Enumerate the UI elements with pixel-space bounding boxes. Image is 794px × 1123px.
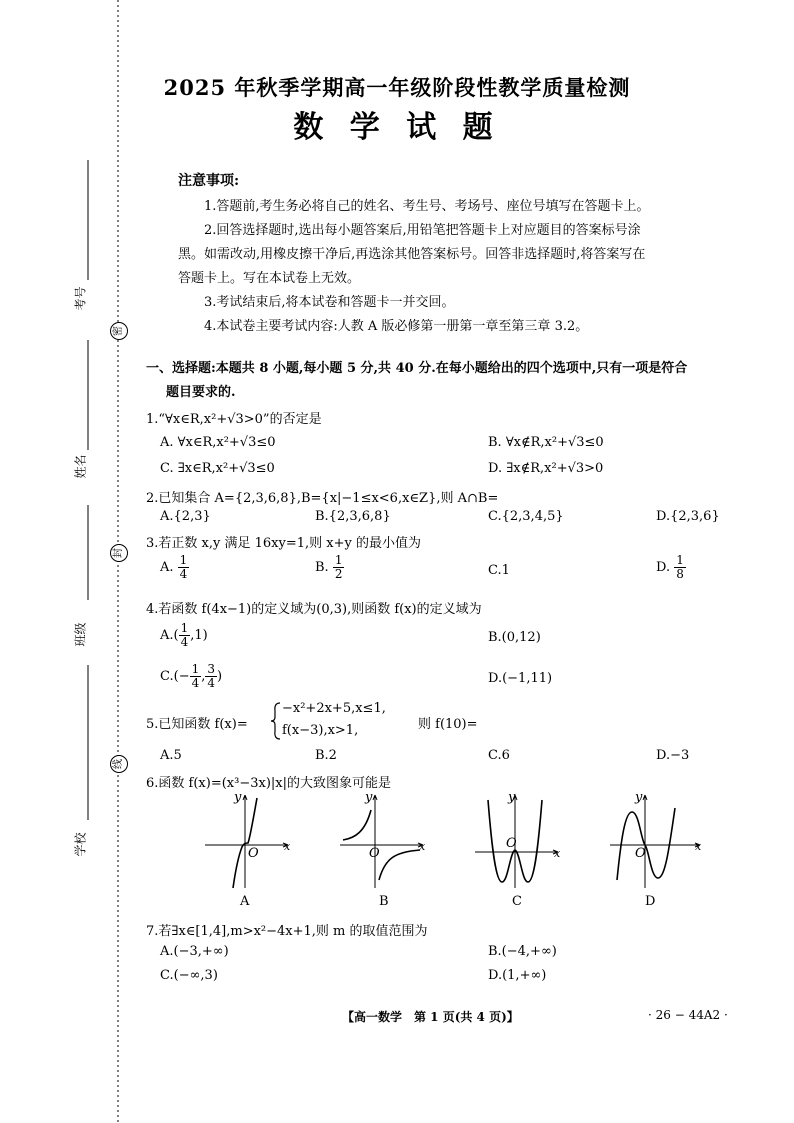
sidebar-banji: 班级 (73, 622, 88, 647)
q6-d-label: D (645, 894, 656, 909)
q6-c-origin: O (506, 836, 517, 851)
q5-option-c: C.6 (488, 748, 510, 763)
q4-stem: 4.若函数 f(4x−1)的定义域为(0,3),则函数 f(x)的定义域为 (146, 602, 482, 617)
q4-option-c (160, 663, 222, 690)
q6-c-axis-y: y (508, 790, 516, 805)
q3-option-a (160, 554, 189, 581)
q3-b-label: B. (315, 560, 329, 575)
q4-a-den: 4 (180, 635, 189, 649)
q6-c-label: C (512, 894, 522, 909)
q2-option-b: B.{2,3,6,8} (315, 509, 391, 524)
section1-line2: 题目要求的. (166, 385, 236, 400)
q7-option-b: B.(−4,+∞) (488, 944, 557, 959)
q4-a-pre: A.( (160, 628, 179, 643)
q3-b-num: 1 (334, 553, 343, 567)
notice-heading: 注意事项: (178, 173, 240, 189)
q4-a-num: 1 (180, 621, 189, 635)
notice-item-2a: 2.回答选择题时,选出每小题答案后,用铅笔把答题卡上对应题目的答案标号涂 (204, 223, 641, 238)
q7-stem: 7.若∃x∈[1,4],m>x²−4x+1,则 m 的取值范围为 (146, 924, 428, 939)
q3-b-fraction (333, 554, 345, 581)
q4-c-pre: C.(− (160, 669, 190, 684)
q3-a-fraction (178, 554, 190, 581)
page-footer: 【高一数学 第 1 页(共 4 页)】 (342, 1010, 519, 1024)
binding-lines (0, 0, 130, 1123)
binding-margin (0, 0, 130, 1123)
q1-option-d: D. ∃x∉R,x²+√3>0 (488, 461, 604, 476)
seal-mi: 密 (110, 322, 128, 340)
q3-option-c: C.1 (488, 563, 510, 578)
q7-option-a: A.(−3,+∞) (160, 944, 229, 959)
q3-d-fraction (674, 554, 686, 581)
q3-a-label: A. (160, 560, 174, 575)
q4-c-den1: 4 (191, 676, 200, 690)
sidebar-xingming: 姓名 (73, 454, 88, 479)
q6-graph-c (470, 790, 565, 909)
q7-option-d: D.(1,+∞) (488, 968, 547, 983)
section1-line1: 一、选择题:本题共 8 小题,每小题 5 分,共 40 分.在每小题给出的四个选项中,只有一项是符合 (146, 361, 688, 376)
seal-xian: 线 (110, 755, 128, 773)
paper-code: · 26 − 44A2 · (648, 1008, 728, 1022)
q2-option-d: D.{2,3,6} (656, 509, 720, 524)
q6-stem: 6.函数 f(x)=(x³−3x)|x|的大致图象可能是 (146, 776, 391, 791)
subject-title: 数 学 试 题 (293, 110, 501, 145)
q1-option-a: A. ∀x∈R,x²+√3≤0 (160, 435, 276, 450)
q6-graph-d (605, 790, 705, 909)
q3-a-num: 1 (179, 553, 188, 567)
q6-d-axis-x: x (695, 840, 702, 853)
exam-title: 2025 年秋季学期高一年级阶段性教学质量检测 (163, 75, 631, 100)
q4-c-fraction-2 (205, 663, 217, 690)
q6-a-axis-x: x (284, 840, 291, 853)
q4-option-b: B.(0,12) (488, 630, 541, 645)
q6-a-axis-y: y (234, 790, 242, 805)
q7-option-c: C.(−∞,3) (160, 968, 218, 983)
q6-d-axis-y: y (635, 790, 643, 805)
q6-graph-d-svg (605, 790, 705, 890)
q5-option-d: D.−3 (656, 748, 690, 763)
q5-option-a: A.5 (160, 748, 182, 763)
q6-c-axis-x: x (554, 847, 561, 860)
notice-item-2b: 黑。如需改动,用橡皮擦干净后,再选涂其他答案标号。回答非选择题时,将答案写在 (178, 247, 646, 262)
q5-option-b: B.2 (315, 748, 337, 763)
q1-option-c: C. ∃x∈R,x²+√3≤0 (160, 461, 275, 476)
q6-a-label: A (240, 894, 250, 909)
q6-a-origin: O (248, 846, 259, 861)
q2-option-c: C.{2,3,4,5} (488, 509, 564, 524)
q6-b-label: B (379, 894, 389, 909)
q4-option-a (160, 622, 208, 649)
q6-graph-b (335, 790, 430, 909)
q3-option-d (656, 554, 686, 581)
notice-item-1: 1.答题前,考生务必将自己的姓名、考生号、考场号、座位号填写在答题卡上。 (204, 199, 650, 214)
q3-stem: 3.若正数 x,y 满足 16xy=1,则 x+y 的最小值为 (146, 536, 421, 551)
q6-d-origin: O (635, 846, 646, 861)
q4-c-den2: 4 (207, 676, 216, 690)
q4-c-num1: 1 (191, 662, 200, 676)
q1-option-b: B. ∀x∉R,x²+√3≤0 (488, 435, 604, 450)
q6-graph-c-svg (470, 790, 565, 890)
q6-graph-a-svg (200, 790, 295, 890)
sidebar-kaohao: 考号 (73, 286, 88, 311)
q3-option-b (315, 554, 344, 581)
q5-stem-post: 则 f(10)= (418, 717, 478, 732)
q2-option-a: A.{2,3} (160, 509, 211, 524)
q4-c-num2: 3 (207, 662, 216, 676)
q4-c-mid: , (201, 669, 206, 684)
q6-b-axis-x: x (419, 840, 426, 853)
sidebar-xuexiao: 学校 (73, 832, 88, 857)
q6-b-origin: O (369, 846, 380, 861)
q3-a-den: 4 (179, 567, 188, 581)
q3-d-label: D. (656, 560, 671, 575)
q3-d-den: 8 (676, 567, 684, 581)
q3-d-num: 1 (676, 553, 684, 567)
q4-a-post: ,1) (190, 628, 208, 643)
notice-item-4: 4.本试卷主要考试内容:人教 A 版必修第一册第一章至第三章 3.2。 (204, 319, 589, 334)
q5-case-1: −x²+2x+5,x≤1, (282, 701, 386, 716)
notice-item-2c: 答题卡上。写在本试卷上无效。 (178, 271, 361, 286)
q4-option-d: D.(−1,11) (488, 671, 553, 686)
q6-graph-a (200, 790, 295, 909)
q4-a-fraction (179, 622, 191, 649)
notice-item-3: 3.考试结束后,将本试卷和答题卡一并交回。 (204, 295, 455, 310)
q6-b-axis-y: y (365, 790, 373, 805)
q2-stem: 2.已知集合 A={2,3,6,8},B={x|−1≤x<6,x∈Z},则 A∩B= (146, 491, 499, 506)
q4-c-post: ) (217, 669, 223, 684)
q5-case-2: f(x−3),x>1, (282, 723, 359, 738)
q3-b-den: 2 (334, 567, 343, 581)
q5-brace (270, 701, 282, 741)
q6-graph-b-svg (335, 790, 430, 890)
q4-c-fraction-1 (190, 663, 202, 690)
q1-stem: 1.“∀x∈R,x²+√3>0”的否定是 (146, 412, 322, 427)
q5-stem-pre: 5.已知函数 f(x)= (146, 717, 248, 732)
seal-feng: 封 (110, 544, 128, 562)
